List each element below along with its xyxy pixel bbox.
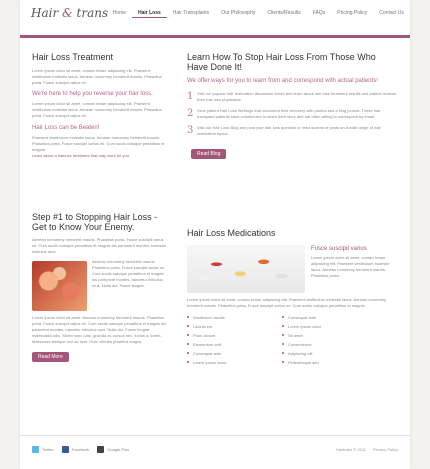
social-links — [32, 446, 137, 453]
nav-home[interactable]: Home — [112, 10, 126, 16]
treatment-section — [32, 52, 167, 159]
nav-pricing-policy[interactable]: Pricing Policy — [337, 10, 368, 16]
step1-paragraph-1: Aenean nonummy hendrerit mauris. Phasellus porta. Fusce suscipit varius mi. Cum sociis natoque penatibus et magnis dis parturient montes, nascetur ridiculus mus. — [32, 237, 167, 254]
step-item — [187, 91, 397, 103]
nav-faqs[interactable]: FAQs — [312, 10, 326, 16]
list-item[interactable]: Consequat ante — [282, 313, 377, 322]
list-item[interactable]: Vestibulum iaculis — [187, 313, 282, 322]
facebook-label: Facebook — [71, 447, 90, 452]
list-item[interactable]: Sit amet — [282, 331, 377, 340]
step-item — [187, 108, 397, 120]
meds-paragraph-2: Lorem ipsum dolor sit amet, consec tetuer adipiscing elit. Praesent vestibulum molestie lacus. Aenean nonummy hendrerit mauris. Phasellus porta. Fusce suscipit varius mi. Cum sociis natoque penatibus et magnis. — [187, 297, 386, 308]
list-item[interactable]: Lorem ipsum dolor — [187, 358, 282, 367]
privacy-policy-link[interactable]: Privacy Policy — [373, 447, 398, 452]
how-section — [187, 52, 397, 160]
logo-text-left: Hair — [31, 6, 59, 20]
step1-paragraph-2: Aenean nonummy hendrerit mauris. Phasellus porta. Fusce suscipit varius mi. Cum sociis natoque penatibus et magnis dis parturient montes, nascetur ridiculus mus. Nulla dui. Fusce feugiat — [92, 259, 166, 288]
footer — [20, 435, 410, 469]
step-text: View patient Hair Loss Weblogs that document their recovery with photos and a blog journal. These hair transplant patients have volunteered to share their story and are often willing to correspond by email. — [197, 108, 381, 119]
header — [20, 0, 410, 35]
how-title: Learn How To Stop Hair Loss From Those Who Have Done It! — [187, 52, 376, 72]
google-plus-link[interactable] — [97, 446, 129, 453]
step-number: 2 — [187, 108, 194, 119]
list-item[interactable]: Adipiscing elit — [282, 349, 377, 358]
treatment-paragraph-2: Lorem ipsum dolor sit amet, consec tetuer adipiscing elit. Praesent vestibulum molestie lacus. Aenean nonummy hendrerit mauris. Phasellus porta. Fusce suscipit varius mi. — [32, 101, 162, 118]
meds-section — [187, 228, 397, 367]
nav-our-philosophy[interactable]: Our Philosophy — [221, 10, 256, 16]
page-container — [20, 0, 410, 469]
read-blog-button[interactable]: Read Blog — [191, 149, 226, 159]
google-plus-icon — [97, 446, 104, 453]
google-plus-label: Google Plus — [107, 447, 130, 452]
step-item — [187, 125, 397, 137]
list-item[interactable]: Lacinia est — [187, 322, 282, 331]
cells-image — [32, 261, 87, 311]
list-item[interactable]: Consequat ante — [187, 349, 282, 358]
treatment-subheading-2: Hair Loss can be Beaten! — [32, 125, 100, 131]
logo[interactable] — [31, 6, 108, 20]
meds-paragraph-1: Lorem ipsum dolor sit amet, consec tetuer adipiscing elit. Praesent vestibulum molestie lacus. Aenean nonummy hendrerit mauris. Phasellus porta. — [311, 255, 390, 278]
how-subheading: We offer ways for you to learn from and correspond with actual patients! — [187, 78, 378, 84]
facebook-icon — [62, 446, 69, 453]
copyright — [330, 447, 398, 452]
step1-title: Step #1 to Stopping Hair Loss - Get to Know Your Enemy. — [32, 212, 158, 232]
nav-hair-transplants[interactable]: Hair Transplants — [172, 10, 210, 16]
meds-media — [187, 245, 397, 293]
list-item[interactable]: Pellentesque sed — [282, 358, 377, 367]
accent-bar — [20, 35, 410, 38]
treatment-title: Hair Loss Treatment — [32, 52, 114, 62]
main-nav — [107, 10, 410, 18]
nav-contact-us[interactable]: Contact Us — [379, 10, 404, 16]
pills-image — [187, 245, 305, 293]
treatment-subheading-1: We're here to help you reverse your hair loss. — [32, 91, 153, 97]
list-item[interactable]: Elementum velit — [187, 340, 282, 349]
nav-hair-loss[interactable]: Hair Loss — [132, 10, 167, 18]
meds-list-right — [282, 313, 377, 367]
twitter-label: Twitter — [42, 447, 54, 452]
list-item[interactable]: Lorem ipsum dolor — [282, 322, 377, 331]
facebook-link[interactable] — [62, 446, 90, 453]
logo-ampersand: & — [62, 6, 73, 20]
read-more-button[interactable]: Read More — [32, 352, 69, 362]
meds-subheading: Fusce suscipit varius — [311, 246, 367, 252]
twitter-link[interactable] — [32, 446, 54, 453]
meds-list — [187, 313, 397, 367]
step1-paragraph-3: Lorem ipsum dolor sit amet. Aenean nonummy hendrerit mauris. Phasellus porta. Fusce suscipit varius mi. Cum sociis natoque penatibus et magnis dis parturient montes, nascetur ridiculus mus. Nulla dui. Fusce feugiat malesuada odio. Morbi nunc odio, gravida at, cursus nec, luctus a, lorem. Maecenas tristique orci ac sem. Duis ultricies pharetra magna. — [32, 315, 167, 344]
treatment-paragraph-3: Praesent vestibulum molestie lacus. Aenean nonummy hendrerit mauris. Phasellus porta. Fusce suscipit varius mi. Cum sociis natoque penatibus et magnis. — [32, 135, 165, 152]
meds-title: Hair Loss Medications — [187, 228, 276, 238]
nav-clients-results[interactable]: Clients/Results — [267, 10, 301, 16]
step1-section — [32, 212, 167, 363]
meds-list-left — [187, 313, 282, 367]
step-number: 3 — [187, 125, 194, 136]
logo-text-right: trans — [76, 6, 109, 20]
copyright-text: Hairtrans © 2011 — [335, 447, 366, 452]
step1-media — [32, 259, 167, 313]
step-text: Visit our popular hair restoration discussion forum and learn about hair loss treatment results and patient reviews from hair loss physicians. — [197, 91, 397, 102]
treatment-paragraph-1: Lorem ipsum dolor sit amet, consec tetuer adipiscing elit. Praesent vestibulum molestie lacus. Aenean nonummy hendrerit mauris. Phasellus porta. Fusce suscipit varius mi. — [32, 68, 162, 85]
twitter-icon — [32, 446, 39, 453]
step-text: Visit our Hair Loss Blog and post your hair loss question or read dozens of posts on a wide range of hair restoration topics. — [197, 125, 381, 136]
list-item[interactable]: Proin dictum — [187, 331, 282, 340]
list-item[interactable]: Consectetuer — [282, 340, 377, 349]
step-number: 1 — [187, 91, 194, 102]
treatment-link[interactable]: Learn about a hairloss treatment that may work for you. — [32, 153, 131, 158]
steps-list — [187, 91, 397, 137]
